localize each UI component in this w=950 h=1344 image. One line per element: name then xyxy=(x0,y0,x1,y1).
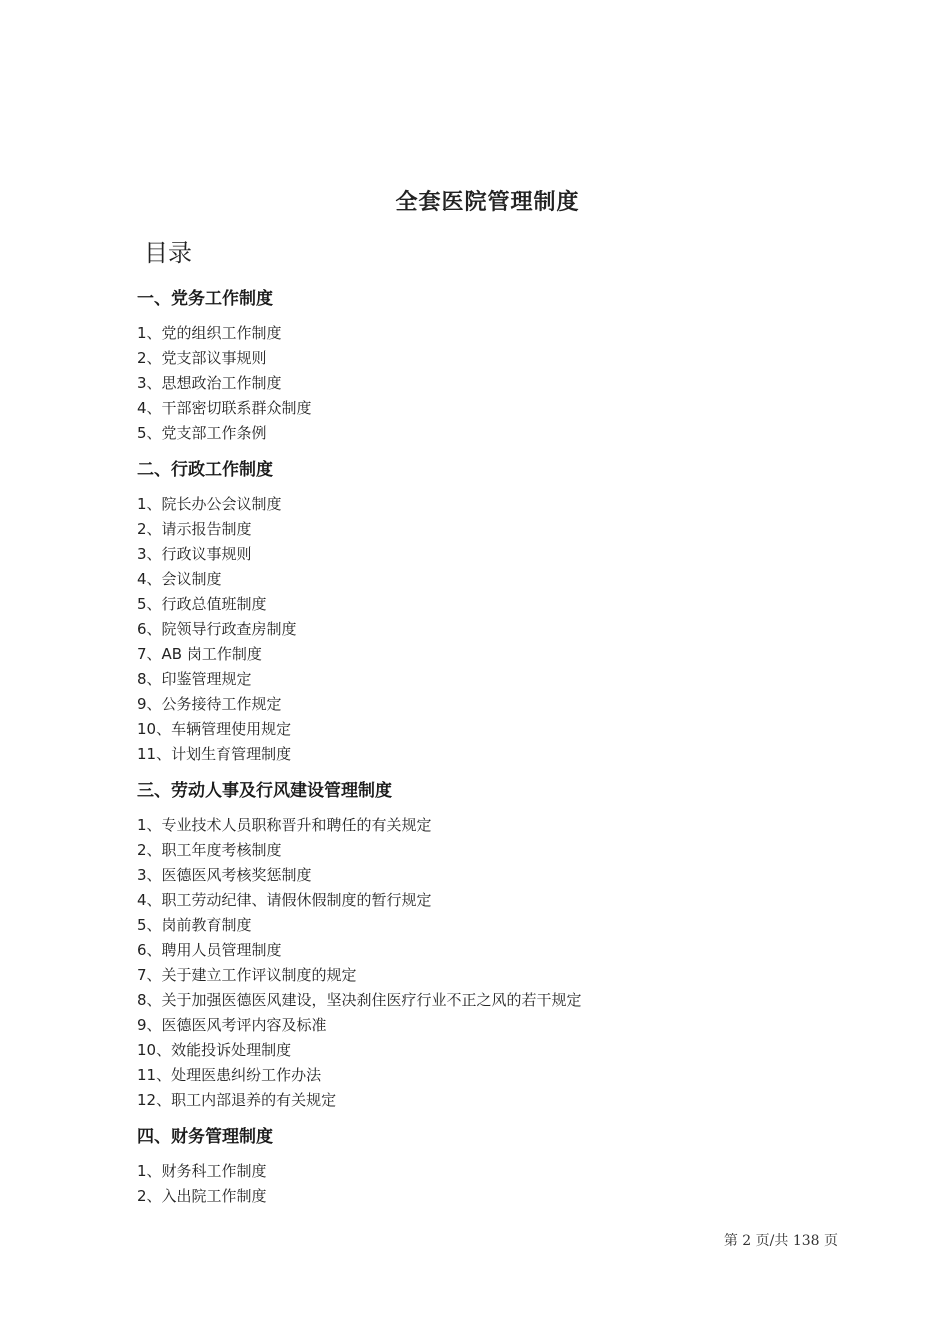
toc-item: 10、效能投诉处理制度 xyxy=(137,1041,292,1059)
toc-item: 5、岗前教育制度 xyxy=(137,916,252,934)
toc-heading: 目录 xyxy=(144,239,192,267)
section-heading: 四、财务管理制度 xyxy=(137,1127,273,1147)
toc-item: 4、会议制度 xyxy=(137,570,222,588)
toc-item: 3、思想政治工作制度 xyxy=(137,374,282,392)
toc-item: 9、公务接待工作规定 xyxy=(137,695,282,713)
toc-item: 5、行政总值班制度 xyxy=(137,595,267,613)
toc-item: 1、党的组织工作制度 xyxy=(137,324,282,342)
toc-item: 6、聘用人员管理制度 xyxy=(137,941,282,959)
toc-item: 1、专业技术人员职称晋升和聘任的有关规定 xyxy=(137,816,432,834)
toc-item: 3、行政议事规则 xyxy=(137,545,252,563)
toc-item: 8、关于加强医德医风建设，坚决刹住医疗行业不正之风的若干规定 xyxy=(137,991,582,1009)
toc-item: 1、财务科工作制度 xyxy=(137,1162,267,1180)
toc-item: 9、医德医风考评内容及标准 xyxy=(137,1016,327,1034)
toc-item: 1、院长办公会议制度 xyxy=(137,495,282,513)
toc-sections xyxy=(137,284,837,1209)
toc-item: 5、党支部工作条例 xyxy=(137,424,267,442)
toc-item: 10、车辆管理使用规定 xyxy=(137,720,292,738)
toc-item: 12、职工内部退养的有关规定 xyxy=(137,1091,337,1109)
document-title: 全套医院管理制度 xyxy=(395,190,580,215)
page-number-footer: 第 2 页/共 138 页 xyxy=(723,1233,838,1249)
section-heading: 二、行政工作制度 xyxy=(137,460,273,480)
toc-item: 3、医德医风考核奖惩制度 xyxy=(137,866,312,884)
toc-item: 4、干部密切联系群众制度 xyxy=(137,399,312,417)
toc-item: 7、关于建立工作评议制度的规定 xyxy=(137,966,357,984)
toc-item: 2、请示报告制度 xyxy=(137,520,252,538)
toc-item: 7、AB 岗工作制度 xyxy=(137,645,262,663)
toc-section xyxy=(137,776,837,1113)
toc-item: 8、印鉴管理规定 xyxy=(137,670,252,688)
toc-item: 2、入出院工作制度 xyxy=(137,1187,267,1205)
toc-item: 6、院领导行政查房制度 xyxy=(137,620,297,638)
section-heading: 三、劳动人事及行风建设管理制度 xyxy=(137,781,392,801)
toc-item: 11、计划生育管理制度 xyxy=(137,745,292,763)
section-heading: 一、党务工作制度 xyxy=(137,289,273,309)
toc-section xyxy=(137,284,837,446)
toc-section xyxy=(137,1122,837,1209)
toc-item: 4、职工劳动纪律、请假休假制度的暂行规定 xyxy=(137,891,432,909)
toc-section xyxy=(137,455,837,767)
toc-item: 2、党支部议事规则 xyxy=(137,349,267,367)
toc-item: 2、职工年度考核制度 xyxy=(137,841,282,859)
toc-item: 11、处理医患纠纷工作办法 xyxy=(137,1066,322,1084)
